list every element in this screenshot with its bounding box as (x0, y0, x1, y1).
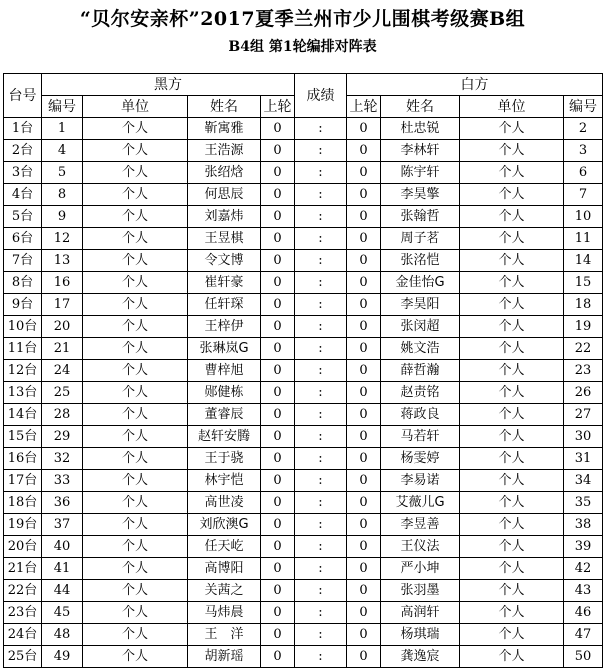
result-cell: : (295, 162, 347, 184)
white-number-cell: 31 (564, 448, 603, 470)
header-white-name: 姓名 (381, 96, 460, 118)
white-number-cell: 18 (564, 294, 603, 316)
white-name-cell: 高润轩 (381, 602, 460, 624)
black-unit-cell: 个人 (83, 272, 188, 294)
black-unit-cell: 个人 (83, 118, 188, 140)
white-number-cell: 10 (564, 206, 603, 228)
table-row (4, 338, 603, 360)
white-unit-cell: 个人 (460, 316, 564, 338)
black-name-cell: 高世凌 (188, 492, 261, 514)
white-unit-cell: 个人 (460, 360, 564, 382)
black-number-cell: 9 (42, 206, 83, 228)
black-name-cell: 董睿辰 (188, 404, 261, 426)
white-unit-cell: 个人 (460, 580, 564, 602)
white-prev-cell: 0 (347, 470, 381, 492)
white-unit-cell: 个人 (460, 426, 564, 448)
table-no-cell: 12台 (4, 360, 42, 382)
black-unit-cell: 个人 (83, 536, 188, 558)
white-number-cell: 3 (564, 140, 603, 162)
black-prev-cell: 0 (261, 382, 295, 404)
black-prev-cell: 0 (261, 272, 295, 294)
black-name-cell: 马炜晨 (188, 602, 261, 624)
black-number-cell: 37 (42, 514, 83, 536)
white-unit-cell: 个人 (460, 162, 564, 184)
black-number-cell: 48 (42, 624, 83, 646)
white-unit-cell: 个人 (460, 206, 564, 228)
header-black-name: 姓名 (188, 96, 261, 118)
black-prev-cell: 0 (261, 338, 295, 360)
white-name-cell: 李昊阳 (381, 294, 460, 316)
white-name-cell: 王仪法 (381, 536, 460, 558)
white-prev-cell: 0 (347, 294, 381, 316)
white-name-cell: 李昱善 (381, 514, 460, 536)
white-number-cell: 26 (564, 382, 603, 404)
white-prev-cell: 0 (347, 382, 381, 404)
header-table-no: 台号 (4, 74, 42, 118)
black-number-cell: 24 (42, 360, 83, 382)
white-prev-cell: 0 (347, 140, 381, 162)
white-unit-cell: 个人 (460, 492, 564, 514)
table-row (4, 514, 603, 536)
black-number-cell: 33 (42, 470, 83, 492)
table-row (4, 316, 603, 338)
table-row (4, 294, 603, 316)
white-prev-cell: 0 (347, 646, 381, 668)
black-prev-cell: 0 (261, 404, 295, 426)
table-no-cell: 15台 (4, 426, 42, 448)
black-unit-cell: 个人 (83, 140, 188, 162)
white-unit-cell: 个人 (460, 646, 564, 668)
page-title: “贝尔安亲杯”2017夏季兰州市少儿围棋考级赛B组 (79, 8, 526, 30)
table-no-cell: 2台 (4, 140, 42, 162)
page-subtitle: B4组 第1轮编排对阵表 (228, 39, 377, 55)
white-prev-cell: 0 (347, 602, 381, 624)
black-unit-cell: 个人 (83, 382, 188, 404)
white-number-cell: 23 (564, 360, 603, 382)
white-prev-cell: 0 (347, 228, 381, 250)
table-row (4, 624, 603, 646)
white-number-cell: 30 (564, 426, 603, 448)
black-unit-cell: 个人 (83, 404, 188, 426)
white-unit-cell: 个人 (460, 602, 564, 624)
white-unit-cell: 个人 (460, 448, 564, 470)
header-white-prev: 上轮 (347, 96, 381, 118)
result-cell: : (295, 558, 347, 580)
header-black-number: 编号 (42, 96, 83, 118)
white-number-cell: 14 (564, 250, 603, 272)
table-row (4, 360, 603, 382)
table-row (4, 140, 603, 162)
black-number-cell: 29 (42, 426, 83, 448)
black-unit-cell: 个人 (83, 184, 188, 206)
black-prev-cell: 0 (261, 646, 295, 668)
black-unit-cell: 个人 (83, 624, 188, 646)
black-number-cell: 32 (42, 448, 83, 470)
black-unit-cell: 个人 (83, 206, 188, 228)
black-name-cell: 胡新瑶 (188, 646, 261, 668)
header-white-number: 编号 (564, 96, 603, 118)
black-unit-cell: 个人 (83, 580, 188, 602)
header-result: 成绩 (295, 74, 347, 118)
table-row (4, 580, 603, 602)
white-number-cell: 46 (564, 602, 603, 624)
white-name-cell: 艾薇儿G (381, 492, 460, 514)
table-row (4, 448, 603, 470)
white-unit-cell: 个人 (460, 250, 564, 272)
white-prev-cell: 0 (347, 426, 381, 448)
black-prev-cell: 0 (261, 250, 295, 272)
white-prev-cell: 0 (347, 184, 381, 206)
black-unit-cell: 个人 (83, 514, 188, 536)
table-no-cell: 4台 (4, 184, 42, 206)
white-prev-cell: 0 (347, 360, 381, 382)
white-number-cell: 2 (564, 118, 603, 140)
black-prev-cell: 0 (261, 294, 295, 316)
white-name-cell: 张洺恺 (381, 250, 460, 272)
white-unit-cell: 个人 (460, 514, 564, 536)
black-name-cell: 王昱棋 (188, 228, 261, 250)
table-row (4, 250, 603, 272)
white-number-cell: 34 (564, 470, 603, 492)
white-number-cell: 11 (564, 228, 603, 250)
table-row (4, 404, 603, 426)
white-name-cell: 李林轩 (381, 140, 460, 162)
result-cell: : (295, 536, 347, 558)
table-row (4, 118, 603, 140)
black-unit-cell: 个人 (83, 162, 188, 184)
white-unit-cell: 个人 (460, 470, 564, 492)
table-no-cell: 21台 (4, 558, 42, 580)
white-number-cell: 42 (564, 558, 603, 580)
white-number-cell: 6 (564, 162, 603, 184)
white-prev-cell: 0 (347, 272, 381, 294)
white-name-cell: 蒋政良 (381, 404, 460, 426)
black-unit-cell: 个人 (83, 602, 188, 624)
black-name-cell: 刘嘉炜 (188, 206, 261, 228)
header-white: 白方 (347, 74, 603, 96)
black-unit-cell: 个人 (83, 294, 188, 316)
result-cell: : (295, 228, 347, 250)
black-number-cell: 8 (42, 184, 83, 206)
result-cell: : (295, 646, 347, 668)
result-cell: : (295, 338, 347, 360)
result-cell: : (295, 492, 347, 514)
table-no-cell: 24台 (4, 624, 42, 646)
white-number-cell: 50 (564, 646, 603, 668)
table-no-cell: 19台 (4, 514, 42, 536)
white-name-cell: 李昊擎 (381, 184, 460, 206)
result-cell: : (295, 624, 347, 646)
black-prev-cell: 0 (261, 470, 295, 492)
result-cell: : (295, 184, 347, 206)
white-prev-cell: 0 (347, 514, 381, 536)
black-number-cell: 12 (42, 228, 83, 250)
result-cell: : (295, 316, 347, 338)
white-name-cell: 姚文浩 (381, 338, 460, 360)
white-name-cell: 马若轩 (381, 426, 460, 448)
black-prev-cell: 0 (261, 316, 295, 338)
black-number-cell: 4 (42, 140, 83, 162)
white-unit-cell: 个人 (460, 184, 564, 206)
white-number-cell: 35 (564, 492, 603, 514)
white-unit-cell: 个人 (460, 624, 564, 646)
black-prev-cell: 0 (261, 492, 295, 514)
black-name-cell: 张琳岚G (188, 338, 261, 360)
black-name-cell: 王 洋 (188, 624, 261, 646)
table-row (4, 558, 603, 580)
white-number-cell: 38 (564, 514, 603, 536)
white-number-cell: 7 (564, 184, 603, 206)
white-prev-cell: 0 (347, 492, 381, 514)
white-number-cell: 43 (564, 580, 603, 602)
white-prev-cell: 0 (347, 558, 381, 580)
white-prev-cell: 0 (347, 338, 381, 360)
table-no-cell: 8台 (4, 272, 42, 294)
white-unit-cell: 个人 (460, 118, 564, 140)
black-unit-cell: 个人 (83, 470, 188, 492)
result-cell: : (295, 580, 347, 602)
white-unit-cell: 个人 (460, 272, 564, 294)
table-row (4, 184, 603, 206)
table-row (4, 162, 603, 184)
white-prev-cell: 0 (347, 118, 381, 140)
black-name-cell: 王浩源 (188, 140, 261, 162)
white-number-cell: 15 (564, 272, 603, 294)
table-row (4, 492, 603, 514)
black-prev-cell: 0 (261, 140, 295, 162)
black-prev-cell: 0 (261, 426, 295, 448)
white-name-cell: 赵责铭 (381, 382, 460, 404)
black-number-cell: 21 (42, 338, 83, 360)
table-no-cell: 20台 (4, 536, 42, 558)
black-name-cell: 令文博 (188, 250, 261, 272)
table-row (4, 206, 603, 228)
black-prev-cell: 0 (261, 206, 295, 228)
white-number-cell: 22 (564, 338, 603, 360)
white-name-cell: 周子茗 (381, 228, 460, 250)
table-no-cell: 1台 (4, 118, 42, 140)
result-cell: : (295, 118, 347, 140)
black-unit-cell: 个人 (83, 228, 188, 250)
white-name-cell: 李易诺 (381, 470, 460, 492)
black-unit-cell: 个人 (83, 558, 188, 580)
white-prev-cell: 0 (347, 206, 381, 228)
table-no-cell: 25台 (4, 646, 42, 668)
black-prev-cell: 0 (261, 448, 295, 470)
black-number-cell: 17 (42, 294, 83, 316)
black-unit-cell: 个人 (83, 338, 188, 360)
white-name-cell: 杨琪瑞 (381, 624, 460, 646)
black-name-cell: 任轩琛 (188, 294, 261, 316)
table-no-cell: 7台 (4, 250, 42, 272)
black-unit-cell: 个人 (83, 360, 188, 382)
white-prev-cell: 0 (347, 316, 381, 338)
black-number-cell: 40 (42, 536, 83, 558)
black-number-cell: 5 (42, 162, 83, 184)
table-row (4, 646, 603, 668)
header-black-unit: 单位 (83, 96, 188, 118)
table-no-cell: 11台 (4, 338, 42, 360)
black-prev-cell: 0 (261, 536, 295, 558)
black-prev-cell: 0 (261, 514, 295, 536)
black-unit-cell: 个人 (83, 492, 188, 514)
black-prev-cell: 0 (261, 624, 295, 646)
table-no-cell: 6台 (4, 228, 42, 250)
white-name-cell: 杜忠锐 (381, 118, 460, 140)
white-name-cell: 龚逸宸 (381, 646, 460, 668)
table-no-cell: 17台 (4, 470, 42, 492)
white-prev-cell: 0 (347, 536, 381, 558)
white-unit-cell: 个人 (460, 294, 564, 316)
black-unit-cell: 个人 (83, 646, 188, 668)
black-name-cell: 高博阳 (188, 558, 261, 580)
table-header (4, 74, 603, 118)
white-name-cell: 张羽墨 (381, 580, 460, 602)
black-number-cell: 36 (42, 492, 83, 514)
header-black-prev: 上轮 (261, 96, 295, 118)
white-prev-cell: 0 (347, 162, 381, 184)
white-unit-cell: 个人 (460, 140, 564, 162)
white-prev-cell: 0 (347, 448, 381, 470)
black-number-cell: 41 (42, 558, 83, 580)
white-name-cell: 杨雯婷 (381, 448, 460, 470)
black-name-cell: 郧健栋 (188, 382, 261, 404)
result-cell: : (295, 514, 347, 536)
table-row (4, 272, 603, 294)
table-no-cell: 16台 (4, 448, 42, 470)
black-unit-cell: 个人 (83, 448, 188, 470)
black-number-cell: 25 (42, 382, 83, 404)
black-number-cell: 49 (42, 646, 83, 668)
black-unit-cell: 个人 (83, 316, 188, 338)
white-number-cell: 47 (564, 624, 603, 646)
result-cell: : (295, 140, 347, 162)
table-no-cell: 18台 (4, 492, 42, 514)
black-name-cell: 张绍焓 (188, 162, 261, 184)
black-name-cell: 靳寓雅 (188, 118, 261, 140)
black-number-cell: 16 (42, 272, 83, 294)
result-cell: : (295, 382, 347, 404)
white-name-cell: 张翰哲 (381, 206, 460, 228)
black-number-cell: 13 (42, 250, 83, 272)
white-name-cell: 严小坤 (381, 558, 460, 580)
result-cell: : (295, 448, 347, 470)
black-name-cell: 崔轩豪 (188, 272, 261, 294)
black-number-cell: 20 (42, 316, 83, 338)
header-white-unit: 单位 (460, 96, 564, 118)
white-prev-cell: 0 (347, 624, 381, 646)
white-number-cell: 39 (564, 536, 603, 558)
black-name-cell: 王于骁 (188, 448, 261, 470)
result-cell: : (295, 360, 347, 382)
white-unit-cell: 个人 (460, 338, 564, 360)
result-cell: : (295, 294, 347, 316)
black-name-cell: 何思辰 (188, 184, 261, 206)
white-number-cell: 19 (564, 316, 603, 338)
black-name-cell: 关茜之 (188, 580, 261, 602)
black-prev-cell: 0 (261, 162, 295, 184)
black-name-cell: 曹梓旭 (188, 360, 261, 382)
black-unit-cell: 个人 (83, 250, 188, 272)
black-name-cell: 赵轩安腾 (188, 426, 261, 448)
black-prev-cell: 0 (261, 118, 295, 140)
black-prev-cell: 0 (261, 184, 295, 206)
white-unit-cell: 个人 (460, 558, 564, 580)
black-name-cell: 林宇恺 (188, 470, 261, 492)
white-prev-cell: 0 (347, 250, 381, 272)
black-unit-cell: 个人 (83, 426, 188, 448)
table-no-cell: 3台 (4, 162, 42, 184)
table-row (4, 602, 603, 624)
black-number-cell: 1 (42, 118, 83, 140)
result-cell: : (295, 250, 347, 272)
table-row (4, 470, 603, 492)
black-name-cell: 刘欣澳G (188, 514, 261, 536)
black-prev-cell: 0 (261, 228, 295, 250)
result-cell: : (295, 470, 347, 492)
white-prev-cell: 0 (347, 580, 381, 602)
table-no-cell: 9台 (4, 294, 42, 316)
white-unit-cell: 个人 (460, 404, 564, 426)
pairings-table (3, 73, 603, 668)
black-prev-cell: 0 (261, 360, 295, 382)
black-number-cell: 45 (42, 602, 83, 624)
black-prev-cell: 0 (261, 558, 295, 580)
table-no-cell: 5台 (4, 206, 42, 228)
black-prev-cell: 0 (261, 602, 295, 624)
table-row (4, 228, 603, 250)
white-name-cell: 薛哲瀚 (381, 360, 460, 382)
table-no-cell: 14台 (4, 404, 42, 426)
white-prev-cell: 0 (347, 404, 381, 426)
table-row (4, 382, 603, 404)
table-no-cell: 13台 (4, 382, 42, 404)
result-cell: : (295, 206, 347, 228)
table-no-cell: 10台 (4, 316, 42, 338)
black-number-cell: 44 (42, 580, 83, 602)
white-unit-cell: 个人 (460, 382, 564, 404)
table-row (4, 426, 603, 448)
table-no-cell: 22台 (4, 580, 42, 602)
black-name-cell: 王梓伊 (188, 316, 261, 338)
black-name-cell: 任天屹 (188, 536, 261, 558)
white-unit-cell: 个人 (460, 228, 564, 250)
white-name-cell: 张闵超 (381, 316, 460, 338)
black-number-cell: 28 (42, 404, 83, 426)
result-cell: : (295, 404, 347, 426)
white-name-cell: 金佳怡G (381, 272, 460, 294)
white-number-cell: 27 (564, 404, 603, 426)
result-cell: : (295, 272, 347, 294)
white-name-cell: 陈宇轩 (381, 162, 460, 184)
result-cell: : (295, 426, 347, 448)
black-prev-cell: 0 (261, 580, 295, 602)
white-unit-cell: 个人 (460, 536, 564, 558)
table-no-cell: 23台 (4, 602, 42, 624)
result-cell: : (295, 602, 347, 624)
table-row (4, 536, 603, 558)
header-black: 黑方 (42, 74, 295, 96)
table-body (4, 118, 603, 668)
